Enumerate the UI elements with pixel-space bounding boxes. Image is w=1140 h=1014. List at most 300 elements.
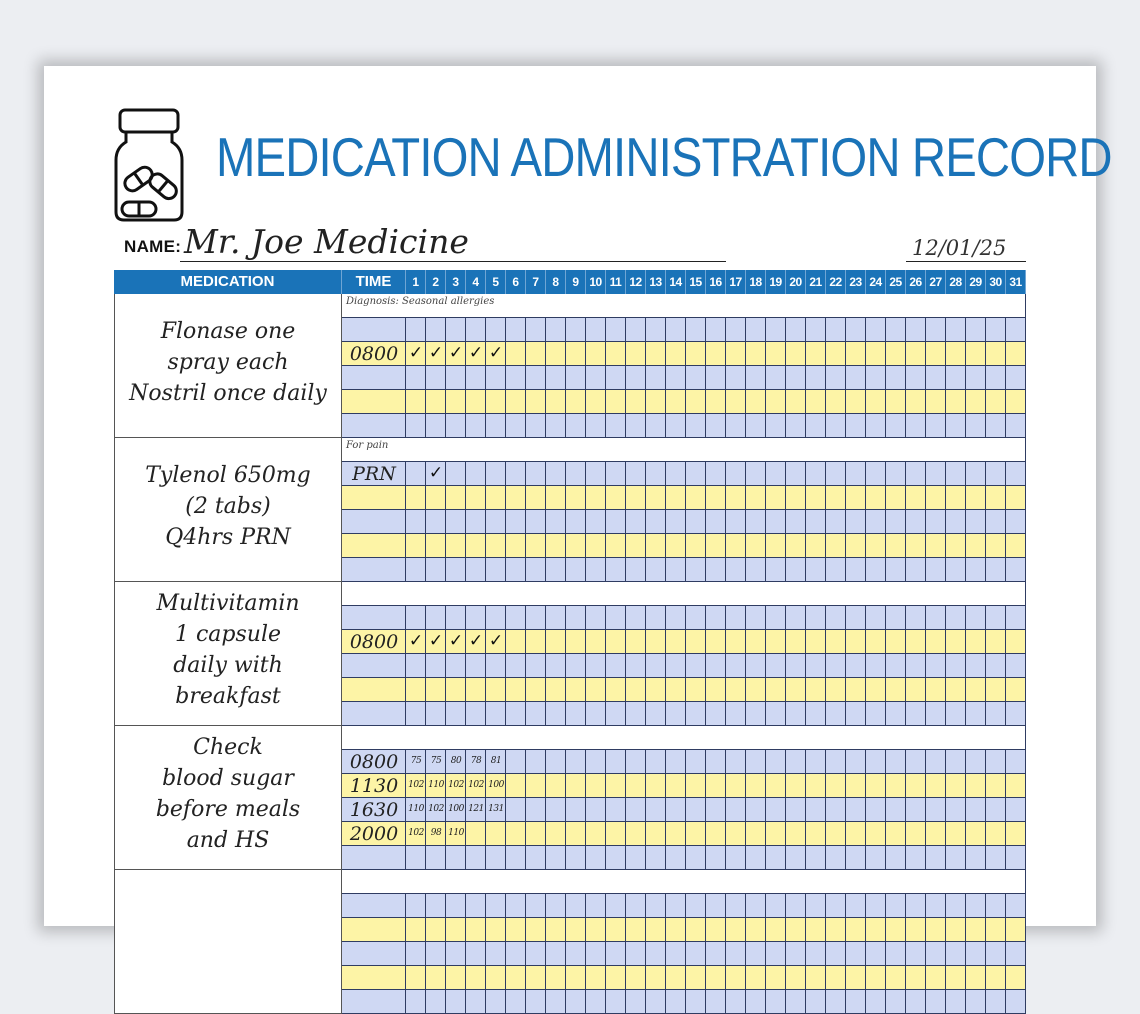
day-cell[interactable]: [846, 846, 866, 870]
day-cell[interactable]: [1006, 702, 1026, 726]
day-cell[interactable]: [766, 894, 786, 918]
day-cell[interactable]: [966, 486, 986, 510]
day-cell[interactable]: [486, 486, 506, 510]
day-cell[interactable]: [526, 534, 546, 558]
day-cell[interactable]: [506, 366, 526, 390]
day-cell[interactable]: [1006, 342, 1026, 366]
day-cell[interactable]: [546, 342, 566, 366]
day-cell[interactable]: [646, 414, 666, 438]
day-cell[interactable]: [806, 390, 826, 414]
day-cell[interactable]: [786, 942, 806, 966]
day-cell[interactable]: [706, 966, 726, 990]
day-cell[interactable]: [586, 318, 606, 342]
day-cell[interactable]: [706, 678, 726, 702]
day-cell[interactable]: [786, 366, 806, 390]
day-cell[interactable]: [606, 846, 626, 870]
day-cell[interactable]: [666, 678, 686, 702]
day-cell[interactable]: [686, 990, 706, 1014]
day-cell[interactable]: [526, 822, 546, 846]
day-cell[interactable]: [606, 750, 626, 774]
day-cell[interactable]: [906, 822, 926, 846]
day-cell[interactable]: [566, 822, 586, 846]
day-cell[interactable]: [806, 774, 826, 798]
note-row[interactable]: [342, 582, 1026, 606]
day-cell[interactable]: [546, 942, 566, 966]
day-cell[interactable]: [726, 366, 746, 390]
day-cell[interactable]: [826, 534, 846, 558]
day-cell[interactable]: [466, 966, 486, 990]
day-cell[interactable]: [906, 606, 926, 630]
day-cell[interactable]: [906, 918, 926, 942]
day-cell[interactable]: [666, 654, 686, 678]
day-cell[interactable]: [946, 750, 966, 774]
day-cell[interactable]: [686, 534, 706, 558]
day-cell[interactable]: [726, 846, 746, 870]
day-cell[interactable]: [746, 510, 766, 534]
day-cell[interactable]: [806, 654, 826, 678]
day-cell[interactable]: [946, 654, 966, 678]
day-cell[interactable]: [986, 822, 1006, 846]
day-cell[interactable]: [986, 942, 1006, 966]
day-cell[interactable]: [566, 678, 586, 702]
day-cell[interactable]: [526, 702, 546, 726]
day-cell[interactable]: [766, 966, 786, 990]
day-cell[interactable]: [606, 774, 626, 798]
day-cell[interactable]: [506, 774, 526, 798]
day-cell[interactable]: [786, 558, 806, 582]
day-cell[interactable]: [946, 390, 966, 414]
day-cell[interactable]: [766, 486, 786, 510]
day-cell[interactable]: [566, 486, 586, 510]
day-cell[interactable]: [766, 774, 786, 798]
day-cell[interactable]: [746, 654, 766, 678]
day-cell[interactable]: [686, 342, 706, 366]
day-cell[interactable]: [646, 678, 666, 702]
day-cell[interactable]: [686, 318, 706, 342]
time-cell[interactable]: [342, 390, 406, 414]
day-cell[interactable]: [886, 678, 906, 702]
day-cell[interactable]: [866, 462, 886, 486]
day-cell[interactable]: [886, 918, 906, 942]
day-cell[interactable]: [926, 342, 946, 366]
day-cell[interactable]: [1006, 894, 1026, 918]
day-cell[interactable]: [706, 942, 726, 966]
day-cell[interactable]: [406, 606, 426, 630]
day-cell[interactable]: [766, 558, 786, 582]
day-cell[interactable]: [746, 414, 766, 438]
day-cell[interactable]: [606, 798, 626, 822]
day-cell[interactable]: [966, 990, 986, 1014]
day-cell[interactable]: [1006, 606, 1026, 630]
day-cell[interactable]: [866, 894, 886, 918]
day-cell[interactable]: [706, 774, 726, 798]
day-cell[interactable]: [966, 942, 986, 966]
day-cell[interactable]: [846, 486, 866, 510]
day-cell[interactable]: [706, 510, 726, 534]
day-cell[interactable]: [786, 390, 806, 414]
day-cell[interactable]: [886, 534, 906, 558]
day-cell[interactable]: [726, 750, 746, 774]
medication-name-cell[interactable]: [114, 294, 342, 438]
day-cell[interactable]: [606, 342, 626, 366]
day-cell[interactable]: [886, 798, 906, 822]
day-cell[interactable]: [986, 630, 1006, 654]
time-cell[interactable]: [342, 558, 406, 582]
day-cell[interactable]: [766, 798, 786, 822]
day-cell[interactable]: [946, 318, 966, 342]
day-cell[interactable]: [846, 630, 866, 654]
day-cell[interactable]: [986, 750, 1006, 774]
day-cell[interactable]: [406, 990, 426, 1014]
day-cell[interactable]: [986, 462, 1006, 486]
day-cell[interactable]: [966, 390, 986, 414]
day-cell[interactable]: [886, 462, 906, 486]
day-cell[interactable]: [1006, 510, 1026, 534]
day-cell[interactable]: [846, 510, 866, 534]
day-cell[interactable]: [986, 534, 1006, 558]
day-cell[interactable]: [526, 318, 546, 342]
day-cell[interactable]: [806, 918, 826, 942]
day-cell[interactable]: [986, 846, 1006, 870]
day-cell[interactable]: [506, 534, 526, 558]
day-cell[interactable]: [726, 822, 746, 846]
day-cell[interactable]: [606, 822, 626, 846]
day-cell[interactable]: [466, 318, 486, 342]
day-cell[interactable]: [726, 510, 746, 534]
day-cell[interactable]: [686, 630, 706, 654]
day-cell[interactable]: [886, 630, 906, 654]
day-cell[interactable]: [966, 678, 986, 702]
day-cell[interactable]: [966, 606, 986, 630]
day-cell[interactable]: [826, 654, 846, 678]
day-cell[interactable]: [626, 846, 646, 870]
day-cell[interactable]: [966, 510, 986, 534]
day-cell[interactable]: [526, 846, 546, 870]
day-cell[interactable]: [766, 702, 786, 726]
day-cell[interactable]: [966, 366, 986, 390]
day-cell[interactable]: [706, 654, 726, 678]
day-cell[interactable]: [566, 510, 586, 534]
day-cell[interactable]: [846, 678, 866, 702]
time-cell[interactable]: [342, 366, 406, 390]
day-cell[interactable]: [426, 654, 446, 678]
day-cell[interactable]: [466, 990, 486, 1014]
day-cell[interactable]: [706, 366, 726, 390]
day-cell[interactable]: [706, 918, 726, 942]
day-cell[interactable]: [466, 894, 486, 918]
day-cell[interactable]: [886, 414, 906, 438]
day-cell[interactable]: [666, 414, 686, 438]
day-cell[interactable]: [926, 918, 946, 942]
day-cell[interactable]: [526, 510, 546, 534]
day-cell[interactable]: [766, 942, 786, 966]
time-cell[interactable]: [342, 510, 406, 534]
day-cell[interactable]: [486, 702, 506, 726]
day-cell[interactable]: [446, 318, 466, 342]
day-cell[interactable]: [626, 990, 646, 1014]
day-cell[interactable]: [406, 918, 426, 942]
day-cell[interactable]: [946, 486, 966, 510]
day-cell[interactable]: [886, 990, 906, 1014]
day-cell[interactable]: [486, 822, 506, 846]
day-cell[interactable]: [926, 510, 946, 534]
day-cell[interactable]: [706, 702, 726, 726]
day-cell[interactable]: [706, 414, 726, 438]
day-cell[interactable]: [646, 846, 666, 870]
day-cell[interactable]: [986, 558, 1006, 582]
day-cell[interactable]: [806, 702, 826, 726]
day-cell[interactable]: [946, 990, 966, 1014]
day-cell[interactable]: [746, 342, 766, 366]
day-cell[interactable]: [466, 678, 486, 702]
day-cell[interactable]: [766, 366, 786, 390]
day-cell[interactable]: [866, 966, 886, 990]
day-cell[interactable]: [426, 390, 446, 414]
day-cell[interactable]: [746, 702, 766, 726]
day-cell[interactable]: [426, 846, 446, 870]
day-cell[interactable]: [786, 606, 806, 630]
day-cell[interactable]: [906, 342, 926, 366]
day-cell[interactable]: [506, 318, 526, 342]
day-cell[interactable]: [526, 366, 546, 390]
day-cell[interactable]: [686, 846, 706, 870]
day-cell[interactable]: [466, 942, 486, 966]
day-cell[interactable]: [566, 990, 586, 1014]
day-cell[interactable]: [626, 750, 646, 774]
day-cell[interactable]: [586, 918, 606, 942]
day-cell[interactable]: [786, 630, 806, 654]
day-cell[interactable]: [806, 534, 826, 558]
day-cell[interactable]: [486, 966, 506, 990]
day-cell[interactable]: [606, 678, 626, 702]
day-cell[interactable]: [866, 654, 886, 678]
day-cell[interactable]: [566, 342, 586, 366]
day-cell[interactable]: [926, 366, 946, 390]
day-cell[interactable]: [506, 990, 526, 1014]
day-cell[interactable]: [966, 798, 986, 822]
day-cell[interactable]: [866, 798, 886, 822]
day-cell[interactable]: [706, 390, 726, 414]
day-cell[interactable]: [486, 414, 506, 438]
day-cell[interactable]: [666, 558, 686, 582]
day-cell[interactable]: [866, 414, 886, 438]
day-cell[interactable]: [806, 606, 826, 630]
day-cell[interactable]: [906, 414, 926, 438]
day-cell[interactable]: [1006, 654, 1026, 678]
day-cell[interactable]: [646, 390, 666, 414]
day-cell[interactable]: [746, 606, 766, 630]
day-cell[interactable]: [586, 534, 606, 558]
day-cell[interactable]: [626, 822, 646, 846]
day-cell[interactable]: [606, 462, 626, 486]
day-cell[interactable]: [446, 846, 466, 870]
day-cell[interactable]: [426, 318, 446, 342]
day-cell[interactable]: [686, 678, 706, 702]
day-cell[interactable]: [746, 750, 766, 774]
day-cell[interactable]: [466, 918, 486, 942]
day-cell[interactable]: [406, 486, 426, 510]
day-cell[interactable]: [986, 342, 1006, 366]
day-cell[interactable]: [986, 510, 1006, 534]
day-cell[interactable]: [666, 486, 686, 510]
day-cell[interactable]: [846, 702, 866, 726]
day-cell[interactable]: [566, 462, 586, 486]
day-cell[interactable]: [566, 702, 586, 726]
day-cell[interactable]: [866, 342, 886, 366]
day-cell[interactable]: [846, 414, 866, 438]
day-cell[interactable]: [946, 918, 966, 942]
day-cell[interactable]: [666, 918, 686, 942]
day-cell[interactable]: [986, 774, 1006, 798]
day-cell[interactable]: [866, 702, 886, 726]
day-cell[interactable]: [626, 534, 646, 558]
day-cell[interactable]: [586, 342, 606, 366]
day-cell[interactable]: [666, 510, 686, 534]
day-cell[interactable]: [666, 534, 686, 558]
day-cell[interactable]: [686, 894, 706, 918]
day-cell[interactable]: [946, 630, 966, 654]
day-cell[interactable]: [466, 654, 486, 678]
day-cell[interactable]: [626, 462, 646, 486]
day-cell[interactable]: [886, 894, 906, 918]
day-cell[interactable]: [466, 390, 486, 414]
day-cell[interactable]: [906, 366, 926, 390]
day-cell[interactable]: [706, 342, 726, 366]
day-cell[interactable]: [826, 318, 846, 342]
day-cell[interactable]: [526, 558, 546, 582]
day-cell[interactable]: [586, 390, 606, 414]
day-cell[interactable]: [486, 846, 506, 870]
time-cell[interactable]: [342, 654, 406, 678]
note-row[interactable]: [342, 870, 1026, 894]
day-cell[interactable]: [726, 918, 746, 942]
day-cell[interactable]: [526, 774, 546, 798]
day-cell[interactable]: [646, 510, 666, 534]
day-cell[interactable]: [986, 990, 1006, 1014]
day-cell[interactable]: [526, 462, 546, 486]
day-cell[interactable]: [606, 942, 626, 966]
day-cell[interactable]: [946, 966, 966, 990]
day-cell[interactable]: [566, 966, 586, 990]
day-cell[interactable]: [726, 702, 746, 726]
day-cell[interactable]: [506, 606, 526, 630]
day-cell[interactable]: [946, 894, 966, 918]
day-cell[interactable]: [906, 318, 926, 342]
day-cell[interactable]: [986, 390, 1006, 414]
day-cell[interactable]: [746, 918, 766, 942]
day-cell[interactable]: [726, 774, 746, 798]
day-cell[interactable]: [566, 942, 586, 966]
day-cell[interactable]: [426, 510, 446, 534]
day-cell[interactable]: [626, 654, 646, 678]
day-cell[interactable]: [866, 750, 886, 774]
day-cell[interactable]: [606, 966, 626, 990]
day-cell[interactable]: [666, 774, 686, 798]
day-cell[interactable]: [646, 558, 666, 582]
day-cell[interactable]: [866, 990, 886, 1014]
day-cell[interactable]: [846, 558, 866, 582]
day-cell[interactable]: [846, 318, 866, 342]
day-cell[interactable]: [626, 678, 646, 702]
day-cell[interactable]: [886, 942, 906, 966]
day-cell[interactable]: [446, 918, 466, 942]
day-cell[interactable]: [786, 894, 806, 918]
day-cell[interactable]: [506, 342, 526, 366]
day-cell[interactable]: [746, 894, 766, 918]
day-cell[interactable]: [706, 822, 726, 846]
day-cell[interactable]: [686, 702, 706, 726]
day-cell[interactable]: [786, 318, 806, 342]
day-cell[interactable]: [406, 462, 426, 486]
day-cell[interactable]: [926, 462, 946, 486]
day-cell[interactable]: [686, 486, 706, 510]
day-cell[interactable]: [666, 822, 686, 846]
day-cell[interactable]: [666, 750, 686, 774]
day-cell[interactable]: [506, 486, 526, 510]
day-cell[interactable]: [606, 990, 626, 1014]
day-cell[interactable]: [826, 894, 846, 918]
day-cell[interactable]: [586, 486, 606, 510]
day-cell[interactable]: [806, 318, 826, 342]
day-cell[interactable]: [666, 702, 686, 726]
day-cell[interactable]: [646, 822, 666, 846]
day-cell[interactable]: [546, 510, 566, 534]
day-cell[interactable]: [686, 558, 706, 582]
day-cell[interactable]: [646, 894, 666, 918]
day-cell[interactable]: [726, 966, 746, 990]
day-cell[interactable]: [446, 462, 466, 486]
day-cell[interactable]: [506, 510, 526, 534]
day-cell[interactable]: [1006, 990, 1026, 1014]
day-cell[interactable]: [986, 966, 1006, 990]
day-cell[interactable]: [946, 534, 966, 558]
day-cell[interactable]: [966, 318, 986, 342]
day-cell[interactable]: [466, 462, 486, 486]
day-cell[interactable]: [406, 366, 426, 390]
day-cell[interactable]: [666, 894, 686, 918]
day-cell[interactable]: [646, 534, 666, 558]
day-cell[interactable]: [766, 534, 786, 558]
day-cell[interactable]: [866, 822, 886, 846]
day-cell[interactable]: [586, 414, 606, 438]
day-cell[interactable]: [566, 390, 586, 414]
day-cell[interactable]: [406, 846, 426, 870]
day-cell[interactable]: [606, 918, 626, 942]
day-cell[interactable]: [786, 534, 806, 558]
day-cell[interactable]: [886, 750, 906, 774]
day-cell[interactable]: [826, 918, 846, 942]
day-cell[interactable]: [846, 822, 866, 846]
day-cell[interactable]: [926, 894, 946, 918]
day-cell[interactable]: [746, 534, 766, 558]
day-cell[interactable]: [486, 534, 506, 558]
day-cell[interactable]: [486, 606, 506, 630]
day-cell[interactable]: [466, 702, 486, 726]
day-cell[interactable]: [586, 462, 606, 486]
day-cell[interactable]: [626, 486, 646, 510]
day-cell[interactable]: [786, 918, 806, 942]
day-cell[interactable]: [666, 462, 686, 486]
day-cell[interactable]: [846, 390, 866, 414]
day-cell[interactable]: [986, 798, 1006, 822]
day-cell[interactable]: [1006, 486, 1026, 510]
day-cell[interactable]: [986, 678, 1006, 702]
day-cell[interactable]: [686, 942, 706, 966]
time-cell[interactable]: [342, 846, 406, 870]
day-cell[interactable]: [426, 414, 446, 438]
day-cell[interactable]: [406, 510, 426, 534]
day-cell[interactable]: [826, 678, 846, 702]
